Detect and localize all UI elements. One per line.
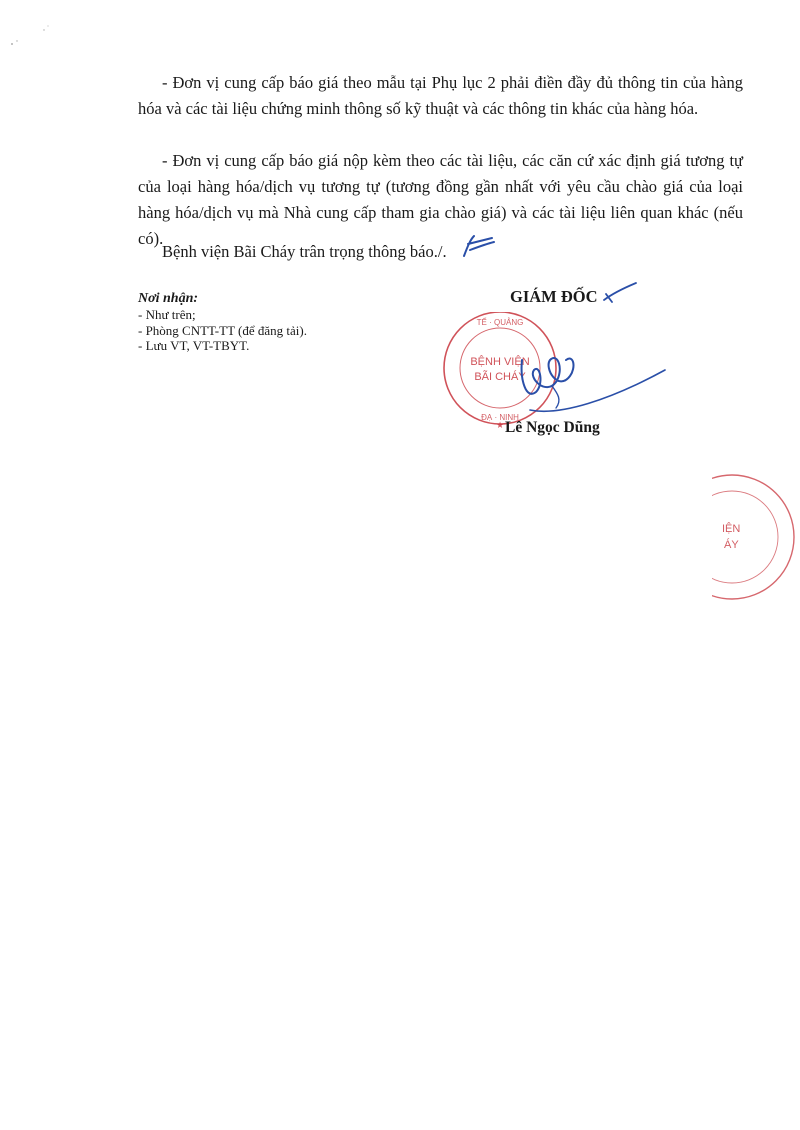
svg-text:★: ★: [495, 420, 505, 430]
svg-text:BÃI CHÁY: BÃI CHÁY: [474, 371, 526, 383]
svg-text:ĐẠ · NINH: ĐẠ · NINH: [481, 413, 519, 422]
svg-text:TẾ · QUẢNG: TẾ · QUẢNG: [476, 318, 524, 327]
recipients-block: [138, 290, 307, 354]
svg-text:BỆNH VIỆN: BỆNH VIỆN: [470, 356, 530, 368]
recipient-item: - Phòng CNTT-TT (để đăng tải).: [138, 322, 307, 338]
paragraph-price-quote-form: - Đơn vị cung cấp báo giá theo mẫu tại Phụ lục 2 phải điền đầy đủ thông tin của hàng hóa và các tài liệu chứng minh thông số kỹ thuật và các thông tin khác của hàng hóa.: [138, 73, 743, 118]
recipient-item: - Lưu VT, VT-TBYT.: [138, 338, 250, 353]
svg-text:IỆN: IỆN: [722, 523, 741, 535]
closing-statement: Bệnh viện Bãi Cháy trân trọng thông báo./.: [162, 242, 447, 261]
recipient-item: - Như trên;: [138, 307, 196, 322]
svg-text:ÁY: ÁY: [724, 539, 739, 551]
partial-seal-stamp: [712, 470, 800, 605]
initial-mark-icon: [458, 232, 498, 262]
recipients-heading: Nơi nhận:: [138, 291, 199, 306]
signatory-name: Lê Ngọc Dũng: [505, 419, 600, 436]
scan-specks: [0, 0, 60, 60]
paragraph-supporting-documents: - Đơn vị cung cấp báo giá nộp kèm theo các tài liệu, các căn cứ xác định giá tương tự của loại hàng hóa/dịch vụ tương tự (tương đồng gần nhất với yêu cầu chào giá của loại hàng hóa/dịch vụ mà Nhà cung cấp tham gia chào giá) và các tài liệu liên quan khác (nếu có).: [138, 151, 743, 248]
signatory-title: GIÁM ĐỐC: [510, 287, 598, 306]
initial-mark-icon: [600, 280, 640, 308]
director-signature: [500, 330, 670, 430]
